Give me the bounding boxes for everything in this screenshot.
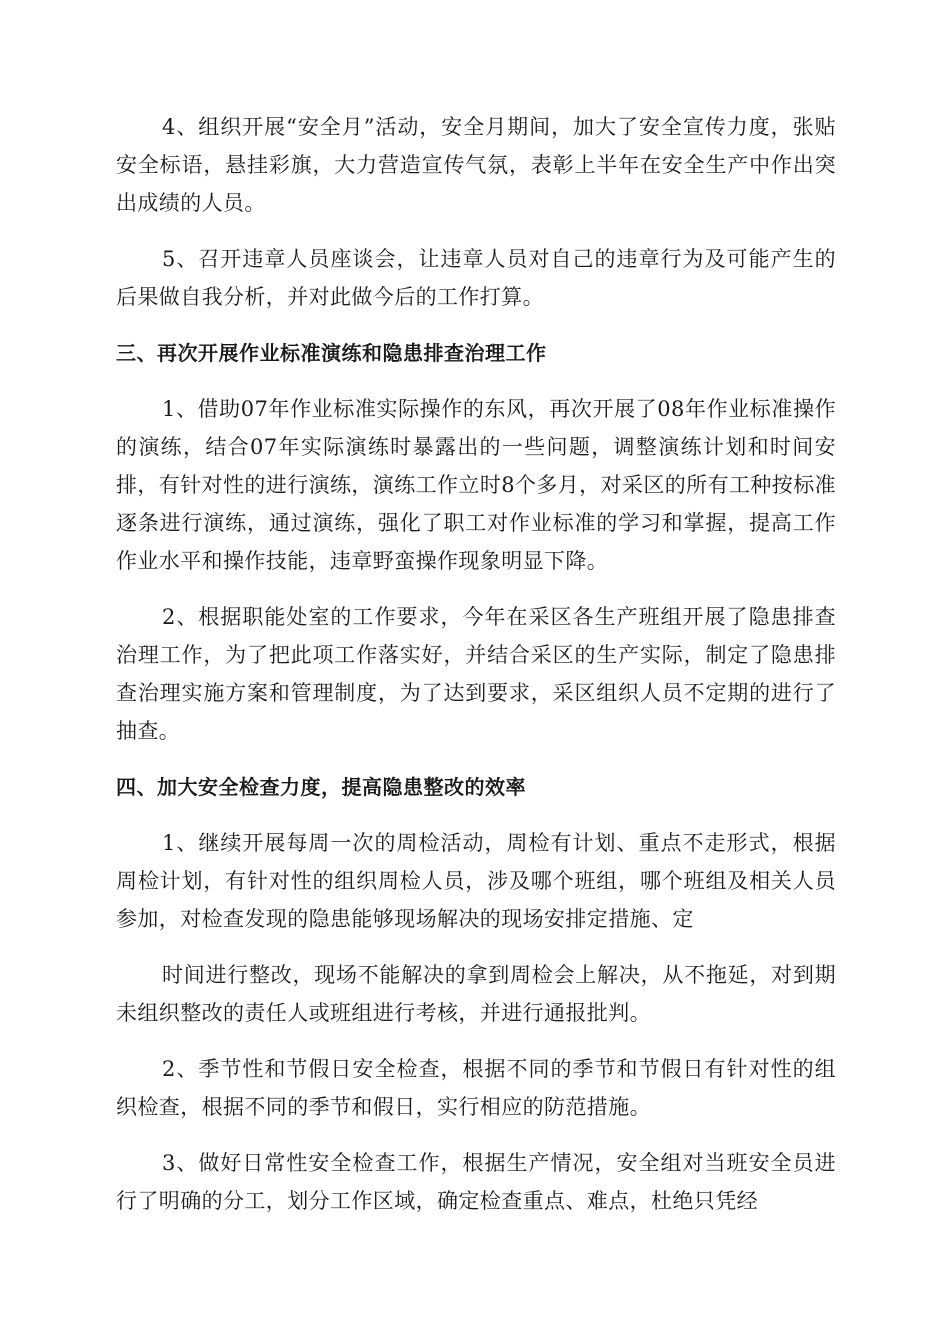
paragraph-section3-item-1: 1、借助07年作业标准实际操作的东风，再次开展了08年作业标准操作的演练，结合07年实际演练时暴露出的一些问题，调整演练计划和时间安排，有针对性的进行演练，演练工作立时8个多月，对采区的所有工种按标准逐条进行演练，通过演练，强化了职工对作业标准的学习和掌握，提高工作作业水平和操作技能，违章野蛮操作现象明显下降。 xyxy=(116,397,836,573)
document-page xyxy=(116,108,836,1238)
paragraph-section4-item-1-continued: 时间进行整改，现场不能解决的拿到周检会上解决，从不拖延，对到期未组织整改的责任人或班组进行考核，并进行通报批判。 xyxy=(116,963,836,1025)
paragraph-item-4: 4、组织开展“安全月”活动，安全月期间，加大了安全宣传力度，张贴安全标语，悬挂彩旗，大力营造宣传气氛，表彰上半年在安全生产中作出突出成绩的人员。 xyxy=(116,115,836,215)
paragraph-section4-item-3: 3、做好日常性安全检查工作，根据生产情况，安全组对当班安全员进行了明确的分工，划分工作区域，确定检查重点、难点，杜绝只凭经 xyxy=(116,1151,836,1213)
paragraph-item-5: 5、召开违章人员座谈会，让违章人员对自己的违章行为及可能产生的后果做自我分析，并对此做今后的工作打算。 xyxy=(116,247,836,309)
section-heading-3: 三、再次开展作业标准演练和隐患排查治理工作 xyxy=(116,341,547,365)
paragraph-section3-item-2: 2、根据职能处室的工作要求，今年在采区各生产班组开展了隐患排查治理工作，为了把此项工作落实好，并结合采区的生产实际，制定了隐患排查治理实施方案和管理制度，为了达到要求，采区组织人员不定期的进行了抽查。 xyxy=(116,605,836,743)
paragraph-section4-item-1: 1、继续开展每周一次的周检活动，周检有计划、重点不走形式，根据周检计划，有针对性的组织周检人员，涉及哪个班组，哪个班组及相关人员参加，对检查发现的隐患能够现场解决的现场安排定措施、定 xyxy=(116,831,836,931)
section-heading-4: 四、加大安全检查力度，提高隐患整改的效率 xyxy=(116,775,526,799)
paragraph-section4-item-2: 2、季节性和节假日安全检查，根据不同的季节和节假日有针对性的组织检查，根据不同的季节和假日，实行相应的防范措施。 xyxy=(116,1057,836,1119)
